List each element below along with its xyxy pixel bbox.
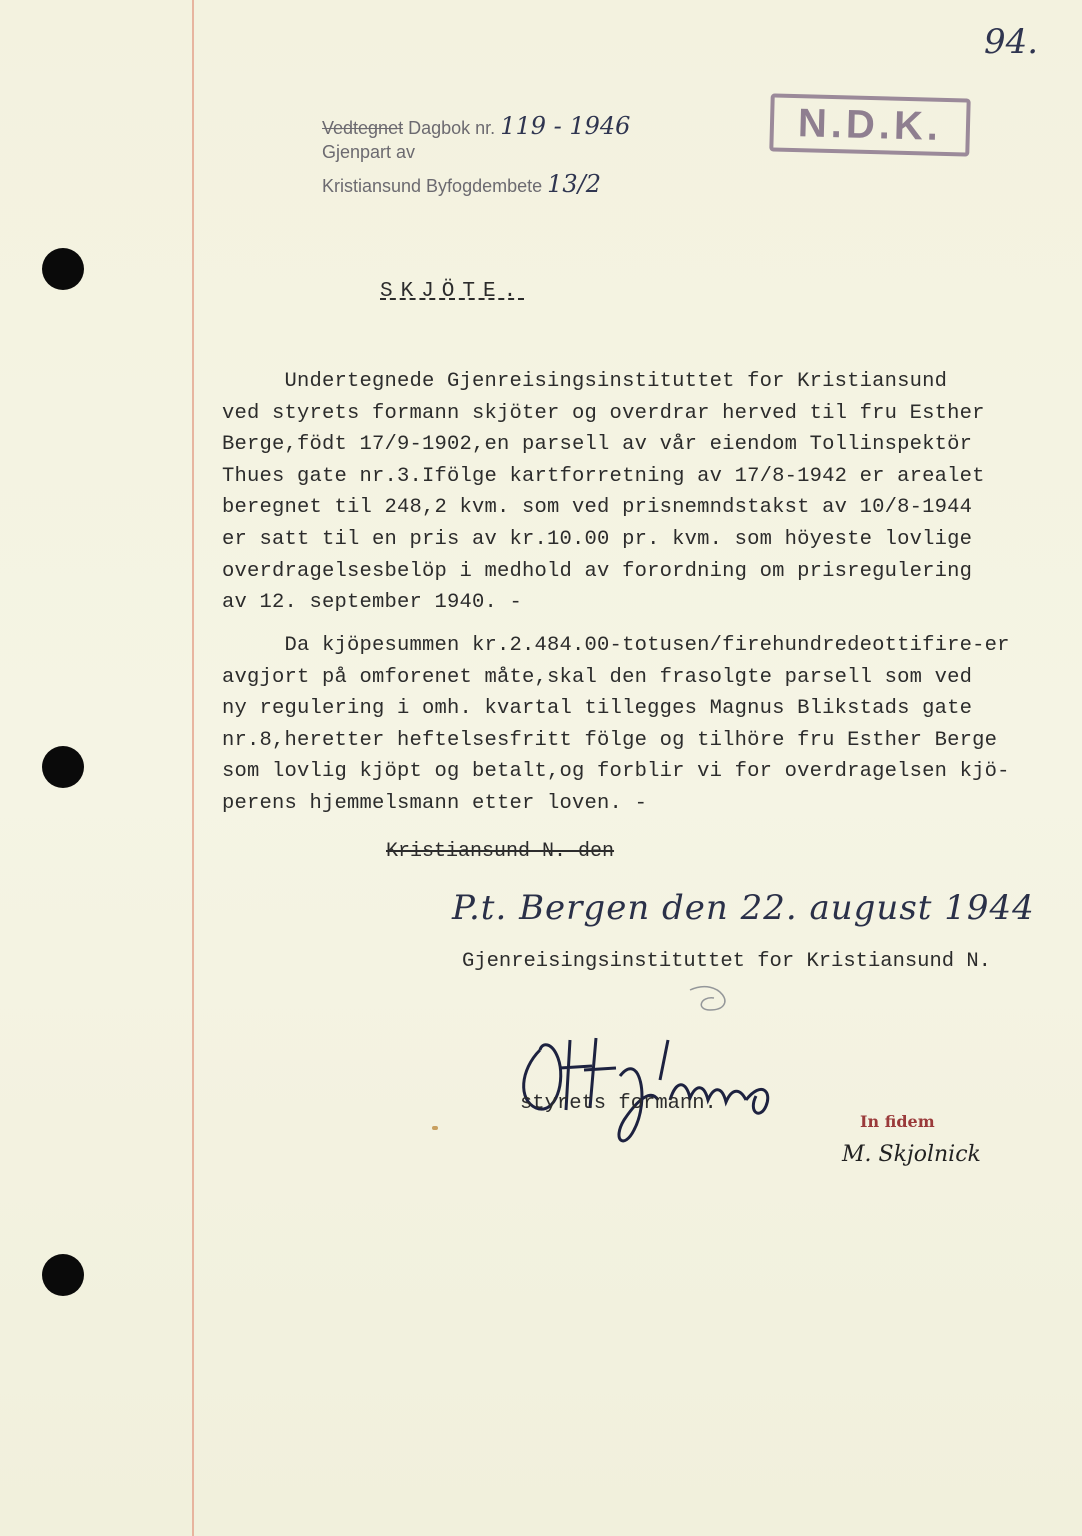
registry-line-1 — [322, 112, 630, 140]
text-line: ny regulering i omh. kvartal tillegges Magnus Blikstads gate — [222, 697, 973, 721]
diary-label: Dagbok nr. — [408, 118, 496, 138]
text-line: overdragelsesbelöp i medhold av forordning om prisregulering — [222, 559, 973, 583]
struck-place-line: Kristiansund N. den — [386, 840, 615, 863]
signature — [500, 980, 820, 1170]
text-line: som lovlig kjöpt og betalt,og forblir vi for overdragelsen kjö- — [222, 760, 1010, 784]
punch-hole-bottom — [42, 1254, 84, 1296]
diary-number: 119 - 1946 — [500, 112, 631, 140]
text-line: beregnet til 248,2 kvm. som ved prisnemndstakst av 10/8-1944 — [222, 496, 973, 520]
punch-hole-top — [42, 248, 84, 290]
handwritten-date: P.t. Bergen den 22. august 1944 — [452, 888, 1035, 928]
text-line: Da kjöpesummen kr.2.484.00-totusen/firehundredeottifire-er — [222, 634, 1010, 657]
registry-date: 13/2 — [547, 170, 602, 198]
fidem-signature: M. Skjolnick — [842, 1142, 981, 1167]
text-line: Thues gate nr.3.Ifölge kartforretning av 17/8-1942 er arealet — [222, 464, 985, 488]
text-line: ved styrets formann skjöter og overdrar herved til fru Esther — [222, 401, 985, 425]
text-line: Berge,födt 17/9-1902,en parsell av vår eiendom Tollinspektör — [222, 433, 973, 457]
signatory-role: styrets formann. — [520, 1092, 717, 1115]
text-line: Undertegnede Gjenreisingsinstituttet for Kristiansund — [222, 370, 948, 393]
text-line: av 12. september 1940. - — [222, 591, 523, 615]
page-number: 94. — [984, 22, 1039, 62]
text-line: nr.8,heretter heftelsesfritt fölge og tilhöre fru Esther Berge — [222, 728, 998, 752]
text-line: avgjort på omforenet måte,skal den frasolgte parsell som ved — [222, 665, 973, 689]
registry-line-2: Gjenpart av — [322, 142, 416, 162]
registry-struck-word: Vedtegnet — [322, 118, 404, 138]
in-fidem-stamp: In fidem — [860, 1112, 935, 1131]
ndk-stamp: N.D.K. — [769, 93, 970, 156]
paragraph-1 — [222, 366, 1002, 619]
paragraph-2 — [222, 630, 1010, 820]
margin-line — [192, 0, 194, 1536]
ink-spot — [432, 1126, 438, 1130]
registry-office: Kristiansund Byfogdembete — [322, 176, 543, 196]
text-line: perens hjemmelsmann etter loven. - — [222, 791, 648, 815]
text-line: er satt til en pris av kr.10.00 pr. kvm. som höyeste lovlige — [222, 527, 973, 551]
institution-name: Gjenreisingsinstituttet for Kristiansund N. — [462, 950, 991, 973]
document-title — [380, 280, 524, 303]
punch-hole-middle — [42, 746, 84, 788]
registry-line-3 — [322, 170, 601, 198]
document-title-text: SKJÖTE. — [380, 280, 525, 303]
